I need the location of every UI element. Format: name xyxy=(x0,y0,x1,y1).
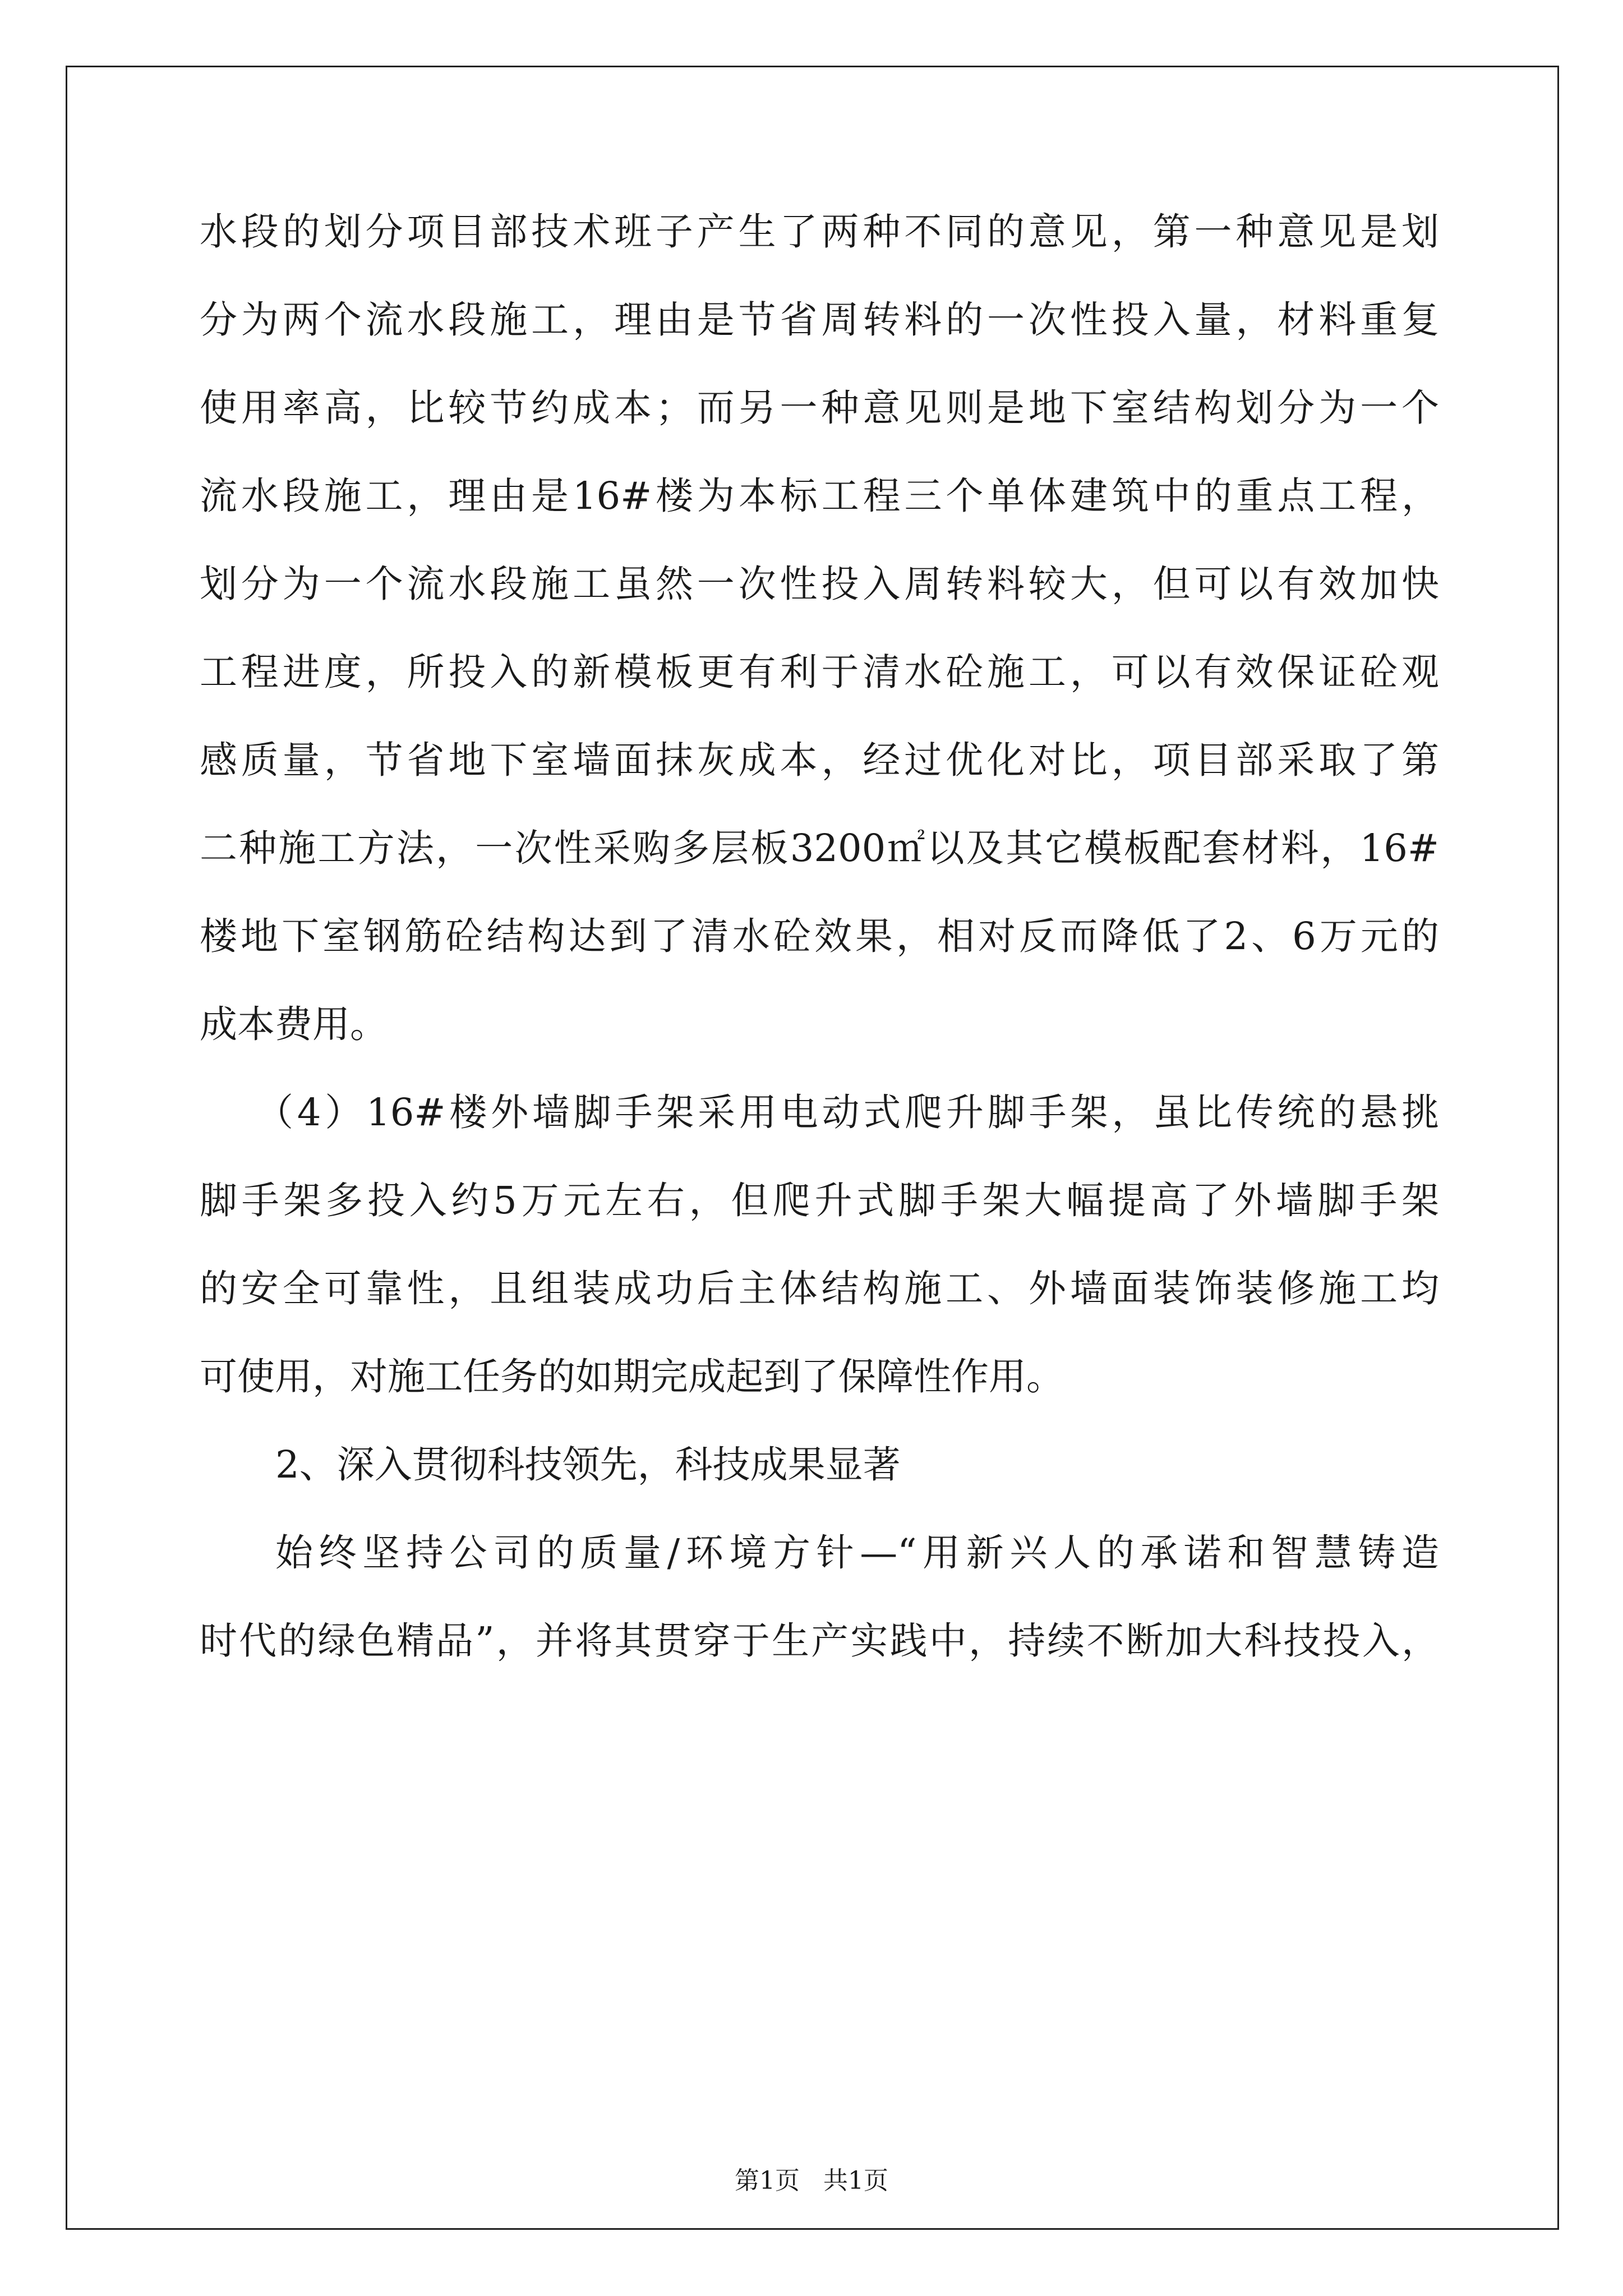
text-line-16: 始终坚持公司的质量/环境方针—“用新兴人的承诺和智慧铸造 xyxy=(275,1531,1439,1575)
text-line-5: 划分为一个流水段施工虽然一次性投入周转料较大，但可以有效加快 xyxy=(200,562,1439,606)
text-line-12: 脚手架多投入约5万元左右，但爬升式脚手架大幅提高了外墙脚手架 xyxy=(200,1179,1439,1222)
text-line-11: （4）16#楼外墙脚手架采用电动式爬升脚手架，虽比传统的悬挑 xyxy=(256,1091,1439,1134)
text-line-17: 时代的绿色精品”，并将其贯穿于生产实践中，持续不断加大科技投入， xyxy=(200,1619,1439,1663)
section-heading: 2、深入贯彻科技领先，科技成果显著 xyxy=(275,1443,901,1487)
page-number-footer: 第1页 共1页 xyxy=(735,2166,888,2195)
text-line-14: 可使用，对施工任务的如期完成起到了保障性作用。 xyxy=(200,1355,1064,1398)
text-line-10: 成本费用。 xyxy=(200,1002,388,1046)
text-line-9: 楼地下室钢筋砼结构达到了清水砼效果，相对反而降低了2、6万元的 xyxy=(200,914,1439,958)
text-line-6: 工程进度，所投入的新模板更有利于清水砼施工，可以有效保证砼观 xyxy=(200,650,1439,694)
text-line-8: 二种施工方法，一次性采购多层板3200㎡以及其它模板配套材料，16# xyxy=(200,826,1439,870)
text-line-13: 的安全可靠性，且组装成功后主体结构施工、外墙面装饰装修施工均 xyxy=(200,1267,1439,1310)
text-line-7: 感质量，节省地下室墙面抹灰成本，经过优化对比，项目部采取了第 xyxy=(200,738,1439,782)
text-line-2: 分为两个流水段施工，理由是节省周转料的一次性投入量，材料重复 xyxy=(200,298,1439,342)
text-line-4: 流水段施工，理由是16#楼为本标工程三个单体建筑中的重点工程， xyxy=(200,474,1439,518)
text-line-3: 使用率高，比较节约成本；而另一种意见则是地下室结构划分为一个 xyxy=(200,386,1439,430)
text-line-1: 水段的划分项目部技术班子产生了两种不同的意见，第一种意见是划 xyxy=(200,210,1439,254)
